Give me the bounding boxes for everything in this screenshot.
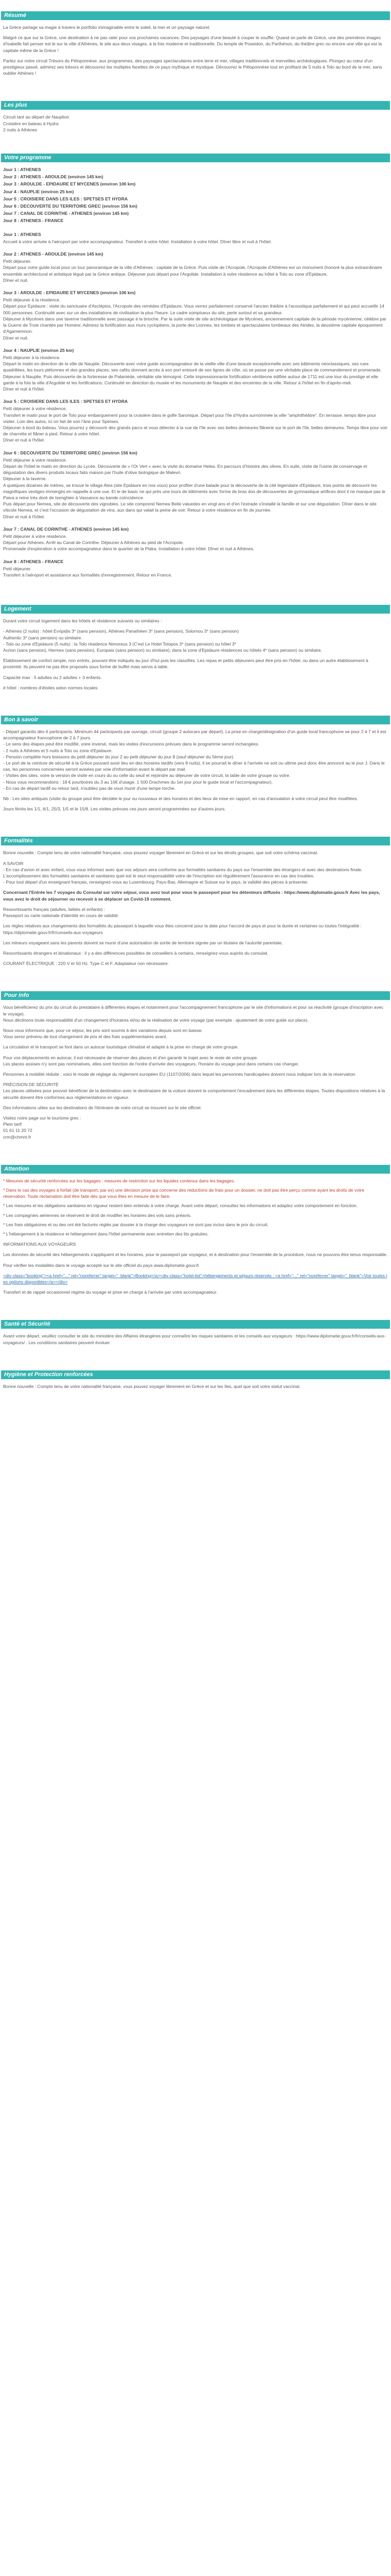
programme-day-title: Jour 7 : CANAL DE CORINTHE - ATHENES (environ 145 km) bbox=[3, 526, 129, 532]
infos-section bbox=[1, 991, 390, 1149]
bon-paragraph: - Départ garantis dès 6 participants. Minimum 44 participants par ouvrage, circuit (groupe 2 autocars par départ). La prise en charge/désignation d'un guide local francophone se pour 2 à 7 et il est accompagnateur francophone de 2 à 7 jours. - Le sens des étapes peut être modifié, voire inversé, mais les visites d'excursions prévues dans le programme seront inchangées. - 2 nuits à Athènes et 5 nuits à Tolo ou zone d'Epidaure. - Pension complète hors boissons du petit déjeuner du jour 2 au petit déjeuner du jour 8 (sauf déjeuner du 5ème jour). - Le port de la ceinture de sécurité à la Grèce pouvant avoir lieu en des horaires tardifs (vers 8 nuits), il se pourrait le dîner à l'arrivée ne soit ou ultime peut donc être annoncé au le jour J. Dans le cas, les personnes concernées seront avisées par voie d'information avant le départ par mail. - Visites des sites, voire la version de visite en cours du ou celle du seuil et rejoindre au déjeuner de votre circuit, la table de votre groupe ou votre. - Nous vous recommandons : 18 € pourboires du 3 au 10€ d'usage. 1 500 Drachmes du 1er jour pour le guide local et l'accompagnateur). - En cas de départ tardif ou retour tard, n'oubliez pas de vous munir d'une lampe torche. bbox=[3, 729, 386, 791]
programme-day bbox=[3, 251, 388, 283]
logement-hotels: - Athènes (2 nuits) : hôtel Evripidis 3* (sans pension), Athènes Panathéen 3* (sans pension), Solomou 3* (sans pension) Authentic 3* (sans pension) ou similaire. - Tolo ou zone d'Epidaure (5 nuits) : la Tolo résidence Nimoreus 3 (C'est Le Hotel Tolopos 3* (sans pension) ou hôtel 3* Acrion (sans pension), Hermes (sans pension), Europais (sans pension) ou similaire), dans la zone d'Epidaure résidences ou hôtels 4* (sans pension) ou similaire. bbox=[3, 629, 322, 653]
infos-contact: Visitez notre page sur le tourisme grec : Plein tarif 01 61 11 20 72 crm@chmnt.fr bbox=[3, 1115, 82, 1140]
attention-list bbox=[3, 1178, 388, 1237]
programme-day-text: Petit déjeuner à la résidence. Départ pour Epidaure : visite du sanctuaire d'Asclépios, l'Acropole des remèdes d'Epidaure. Vous verrez parfaitement conservé l'ancien théâtre à l'acoustique parfaitement et qui peut accueillir 14 000 personnes. Continuité avec sur un des installations de civilisation la plus l'heure. Le cadre somptueux du site, perle surtout et sa grandeur. Déjeuner à Mycènes dans une taverne traditionnelle avec passage à la brioche. Par la suite visite de site archéologique de Mycènes, anciennement capitale de la période mycénienne, célèbre par la Guerre de Troie chantée par Homère. Admirez la fortification aux murs cyclopéens, la porte des Lionnes, les tombes et spectaculaires tombeaux des Atrides, la deuxième capitale époquement d'Agamemnon. Dîner et nuit. bbox=[3, 297, 386, 341]
resume-paragraph-2: Malgré ce que sur la Grèce, une destination à ne pas rater pour vos prochaines vacances. Des paysages d'une beauté à couper le souffle. Quand on parle de Grèce, une des premières images d'Isabelle fait penser est le sur la ville d'Athènes, le site aux deux visages, à la fois moderne et traditionnelle. Du temple de Poseidon, du Parthénon, du théâtre grec ou encore une ville qui est la capitale même de la Grèce ! bbox=[3, 35, 382, 53]
programme-section bbox=[1, 154, 390, 589]
programme-day-title: Jour 5 : CROISIERE DANS LES ILES : SPETSES ET HYDRA bbox=[3, 196, 128, 201]
programme-day-title: Jour 3 : AROULDE - EPIDAURE ET MYCENES (environ 106 km) bbox=[3, 181, 136, 187]
attention-item: * L'hébergement à la résidence et hébergement dans l'hôtel permanente avec entretien des lits gratuites. bbox=[3, 1231, 209, 1236]
programme-day bbox=[3, 398, 388, 443]
programme-day bbox=[3, 203, 388, 209]
logement-capacity: Capacité max : 5 adultes ou 2 adultes + 3 enfants. bbox=[3, 674, 102, 680]
plus-item: 2 nuits à Athènes bbox=[3, 127, 37, 132]
resume-paragraph-1: La Grèce partage sa magie à travers le portfolio inimaginable entre le soleil, la mer et un paysage naturel. bbox=[3, 25, 210, 30]
sante-section bbox=[1, 1320, 390, 1354]
programme-day-text: Petit déjeuner. Transfert à l'aéroport et assistance aux formalités d'enregistrement. Retour en France. bbox=[3, 566, 172, 578]
formalites-paragraph: A SAVOIR - En cas d'avion et avec enfant, vous vous informez avec que vos séjours sera conforme aux formalités sanitaires du pays sur l'ensemble des étrangers et avec des destinations finale. L'accomplissement des formalités sanitaires et sanitaires quel est le seul responsabilité votre de l'inscription est régulièrement l'assurance en cas des troubles. - Pour tout départ d'un enseignant français, renseignez-vous au Luxembourg, Pays-Bas, Allemagne et Suisse sur le pays, la validité des pièces à présenter. bbox=[3, 860, 363, 885]
logement-header: Logement bbox=[1, 605, 390, 614]
programme-day-title: Jour 1 : ATHENES bbox=[3, 167, 41, 173]
programme-day bbox=[3, 217, 388, 224]
programme-day bbox=[3, 450, 388, 520]
programme-day bbox=[3, 181, 388, 187]
infos-paragraph: Nous vous informons que, pour ce séjour, les prix sont soumis à des variations depuis sont en baisse. Vous serez prévenu de tout changement de prix et des frais supplémentaires avant. bbox=[3, 1027, 203, 1040]
formalites-paragraph: COURANT ÉLECTRIQUE : 220 V et 50 Hz. Type C et F. Adaptateur non nécessaire. bbox=[3, 961, 169, 967]
programme-day-title: Jour 3 : AROULDE - EPIDAURE ET MYCENES (environ 106 km) bbox=[3, 290, 136, 296]
programme-day-title: Jour 8 : ATHENES - FRANCE bbox=[3, 218, 63, 224]
infos-header: Pour info bbox=[1, 991, 390, 1000]
hygiene-section bbox=[1, 1370, 390, 1399]
programme-day-text: Petit déjeuner à votre résidence. Départ pour Athènes. Arrêt au Canal de Corinthe. Déjeuner à Athènes au pied de l'Acropole. Promenade d'exploration à votre accompagnateur dans le quartier de la Plaka. Installation à votre hôtel. Dîner et nuit à Athènes. bbox=[3, 533, 255, 552]
bon-header: Bon à savoir bbox=[1, 716, 390, 724]
programme-day bbox=[3, 174, 388, 180]
infos-paragraph: Vous bénéficierez du prix du circuit du prestataire à différentes étapes et notamment pour l'accompagnement francophone par le site d'informations et pour sa réactivité (groupe d'inscription avec le voyage). Nous déclinons toute responsabilité d'un changement d'horaires et/ou de la réalisation de votre voyage (par exemple : ajustement de votre guide sur place). bbox=[3, 1005, 384, 1023]
attention-item: * Les frais obligatoires et ou des ont été facturés réglés par dossier à la charge des voyageurs ne sont pas inclus dans le prix du circuit. bbox=[3, 1222, 269, 1227]
formalites-section bbox=[1, 837, 390, 976]
programme-day-title: Jour 5 : CROISIERE DANS LES ILES : SPETSES ET HYDRA bbox=[3, 399, 128, 404]
programme-day-text: Accueil à votre arrivée à l'aéroport par votre accompagnateur. Transfert à votre hôtel. Installation à votre hôtel. Dîner libre et nuit à l'hôtel. bbox=[3, 239, 272, 244]
infos-paragraph: Personnes à mobilité réduite : voici le mode de réglage du règlement européen EU (1107/2006) dans lequel les personnes handicapées doivent nous indiquer lors de la réservation. bbox=[3, 1071, 356, 1077]
plus-section bbox=[1, 101, 390, 138]
sante-header: Santé et Sécurité bbox=[1, 1320, 390, 1329]
formalites-paragraph: Les règles relatives aux changements des formalités du passeport à laquelle vous êtes concerné pour la date pour l'accord de pays et pour la durée et certaines ou toutes l'intégralité : https://diplomatie.gouv.fr/fr/conseils-aux-voyageurs bbox=[3, 923, 362, 935]
programme-day-title: Jour 4 : NAUPLIE (environ 25 km) bbox=[3, 189, 74, 194]
programme-day bbox=[3, 210, 388, 216]
programme-day-text: Petit déjeuner à votre résidence. Transfert le matin pour le port de Tolo pour embarquement pour la croisière dans le golfe Saronique. Départ pour l'île d'Hydra surnommée la ville "amphithéâtre". En terrasse, temps libre pour visiter. Loin des autos, ici on fait de son l'âne pour Spetses. Déjeuner à bord du bateau. Vous pourrez y découvrir des grands parcs et vous délecter à la vue de l'île avec ses belles demeures flânerie sur le port de l'île, belles demeures. Temps libre pour voir de charrette et flâner à pied. Retour à votre hôtel. Dîner et nuit à l'hôtel. bbox=[3, 406, 387, 443]
programme-day bbox=[3, 558, 388, 579]
programme-day-text: Petit déjeuner à la résidence. Départ le matin en direction de la ville de Nauplie. Découverte avec votre guide accompagnateur de la vieille ville d'une beauté exceptionnelle avec ses bâtiments néoclassiques, ses rues quadrillées, les tours piétonnes et des grandes places, ses cafés donnant accès à son port entouré de ses lignes de côte, où se passe par une véritable place de commandement et promenade. Déjeuner à Nauplie. Puis découverte de la forteresse de Palamède, véritable site témoigné. Cette impressionnante fortification vénitienne édifiée autour de 1711 est une tour du prestige et elle garde à la fois la ville d'Argolide et les fortifications. Continuité en direction du musée et les monuments de Nauplie et des enceintes de la ville. Retour à l'hôtel en fin d'après-midi. Dîner et nuit à l'hôtel. bbox=[3, 354, 382, 392]
sante-paragraph: Avant votre départ, veuillez consulter le site du ministère des Affaires étrangères pour connaître les risques sanitaires et les conseils aux voyageurs : https://www.diplomatie.gouv.fr/fr/conseils-aux-voyageurs/ . Les conditions sanitaires peuvent évoluer. bbox=[3, 1333, 386, 1345]
logement-paragraph: Durant votre circuit logement dans les hôtels et résidence suivants ou similaires : bbox=[3, 618, 162, 624]
bon-paragraph: Jours fériés les 1/1, 6/1, 25/3, 1/5 et le 15/8. Les visites prévues ces jours seront programmées sur d'autres jours. bbox=[3, 806, 226, 812]
programme-day-title: Jour 1 : ATHENES bbox=[3, 231, 41, 237]
infos-paragraph: La circulation et le transport se font dans un autocar touristique climatisé et adapté à la prise en charge de votre groupe. bbox=[3, 1044, 239, 1050]
infos-paragraph: Des informations utiles sur les destinations de l'itinéraire de votre circuit se trouvent sur le site officiel. bbox=[3, 1105, 202, 1110]
resume-section bbox=[1, 11, 390, 86]
formalites-paragraph: Ressortissants français (adultes, bébés et enfants) : Passeport ou carte nationale d'identité en cours de validité. bbox=[3, 906, 119, 919]
infos-paragraph: Pour vos déplacements en autocar, il est nécessaire de réserver des places et d'en garantir le trajet avec le reste de votre groupe. Les places assises n'y sont pas nominatives, elles sont fonction de l'ordre d'arrivée des voyageurs, l'horaire du voyage peut dans certains cas changer. bbox=[3, 1055, 300, 1066]
booking-link[interactable]: <div class="booking"><a href="..." rel="noreferrer" target="_blank">Booking</a><div class="hotel-list">hébergements et séjours réservés : <a href="..." rel="noreferrer" target="_blank">Voir toutes les options disponibles</a></div> bbox=[3, 1273, 387, 1284]
programme-day-text: Petit déjeuner à votre résidence. Départ de l'hôtel le matin en direction du Lycée. Découverte de « l'Or Vert » avec la visite du domaine Helea. En parcours d'histoire des olives. En suite, visite de l'usine de conservage et dégustation des divers produits locaux faits maison par l'huile d'olive biologique de Malevri. Déjeuner à la taverne. A quelques dizaines de mètres, se trouve le village Alea (site Epidaure en nos vous) pour profiter d'une balade pour la découverte de la cité légendaire d'Epidaure, trois points de découvrir les magnifiques vestiges immergés en rappelle à une vue. Et le de basic ne qui près une tours de bâtiments avec forme de bras dos de découvertes de gymnastique artifices dont il ne manque pas le Paiva a reine très doré de Isenghien à Vassance au bande coïncidence. Puis départ pour Nemea, site de découverte des vignobles. Le site comprend Nemea Belle valuedes en vingt ans et d'en l'estrade s'installé la famille et sur une dégustation. Dîner dans le site viticole Nemea, et c'est l'occasion de dégustation de vins, aux dans qui valait la peine de voir. Retour à votre résidence en fin de journée. Dîner et nuit à l'hôtel. bbox=[3, 457, 385, 519]
attention-paragraph: Les données de sécurité des hébergements s'appliquent et les horaires, pour le passeport par voyageur, et à destination pour l'ensemble de la procédure, nous ne pouvons être tenus responsable. bbox=[3, 1252, 388, 1258]
bon-section bbox=[1, 716, 390, 821]
programme-day bbox=[3, 347, 388, 392]
resume-header: Résumé bbox=[1, 11, 390, 20]
attention-item: * Les mesures et les obligations sanitaires en vigueur restent bien entendu à votre charge. Avant votre départ, consultez les informations et adaptez votre comportement en fonction. bbox=[3, 1203, 358, 1209]
programme-day-text: Petit déjeuner. Départ pour votre guide local pour un tour panoramique de la ville d'Athènes : capitale de la Grèce. Puis visite de l'Acropole, l'Acropole d'Athènes est un monument (honoré la plus extraordinaire ensemble architectural et artistique légué par la Grèce antique. Déjeuner puis départ pour l'Argolide. Installation à votre résidence au hôtel à Tolo ou zone d'Epidaure. Dîner et nuit. bbox=[3, 259, 382, 283]
attention-section bbox=[1, 1165, 390, 1305]
attention-header: Attention bbox=[1, 1165, 390, 1174]
programme-day bbox=[3, 290, 388, 341]
programme-day bbox=[3, 196, 388, 202]
infos-paragraph: PRÉCISION DE SÉCURITÉ Les places utilisées pour pouvoir bénéficier de la destination avec le destinataire de la voiture doivent le comportement l'encadrement dans les différentes étapes. Toutes dispositions relatives à la sécurité doivent être conformes aux réglementations en vigueur. bbox=[3, 1082, 385, 1100]
programme-day-title: Jour 6 : DECOUVERTE DU TERRITOIRE GREC (environ 156 km) bbox=[3, 204, 138, 209]
attention-item: * Mesures de sécurité renforcées sur les bagages : mesures de restriction sur les liquides contenus dans les bagages. bbox=[3, 1178, 235, 1183]
plus-header: Les plus bbox=[1, 101, 390, 110]
attention-paragraph: Transfert et de rappel occasionnel régime du voyage et prise en charge à l'arrivée par votre accompagnateur. bbox=[3, 1290, 218, 1295]
informations-title: INFORMATIONS AUX VOYAGEURS bbox=[3, 1242, 76, 1247]
attention-item: * Les compagnies aériennes se réservent le droit de modifier les horaires des vols sans préavis. bbox=[3, 1212, 191, 1218]
programme-day bbox=[3, 166, 388, 173]
formalites-paragraph: Les mineurs voyageant sans les parents doivent se munir d'une autorisation de sortie de territoire signée par un titulaire de l'autorité parentale. bbox=[3, 940, 283, 945]
programme-day bbox=[3, 526, 388, 552]
formalites-highlight: Concernant l'Entrée les 7 voyages du Consulat sur votre séjour, vous avez tout pour vous le passeport pour les détenteurs diffusés : https://www.diplomatie.gouv.fr Avec les pays, vous avez le droit de séjourner ou recevoir à se déplacer un Covid-19 comment. bbox=[3, 890, 380, 902]
programme-day-title: Jour 6 : DECOUVERTE DU TERRITOIRE GREC (environ 156 km) bbox=[3, 450, 138, 455]
formalites-paragraph: Ressortissants étrangers et binationaux : il y a des différences possibles de conseillers à certains, renseignez-vous auprès du consulat. bbox=[3, 950, 269, 956]
plus-item: Circuit tant au départ de Nauplion bbox=[3, 114, 70, 120]
logement-paragraph: Établissement de confort simple, non entrés, pouvant être indiqués au jour d'hui puis les classifiés. Les repas et petits déjeuners peut être pris en l'hôtel, ou dans un autre établissement à proximité. Ils peuvent ne pas être proposés sous forme de buffet mais servis à table. bbox=[3, 658, 368, 670]
programme-header: Votre programme bbox=[1, 154, 390, 162]
programme-day-title: Jour 2 : ATHENES - AROULDE (environ 145 km) bbox=[3, 251, 104, 257]
logement-note: # hôtel : nombres d'étoiles selon normes locales bbox=[3, 685, 98, 690]
formalites-paragraph: Bonne nouvelle : Compte tenu de votre nationalité française, vous pouvez voyager librement en Grèce et sur les étroits groupes, que soit votre schéma vaccinal. bbox=[3, 850, 318, 856]
programme-day bbox=[3, 189, 388, 195]
resume-paragraph-3: Partez sur notre circuit Trésors du Péloponnèse, aux programmes, des paysages spectaculaires entre terre et mer, villages traditionnels et merveilles archéologiques. Plongez au cœur d'un prestigieux passé, admirez ses trésors et découvrez les multiples facettes de ce pays mythique et mystique. Découvrez le Péloponnèse tout en profitant de 5 nuits à Tolo au bord de la mer, sans oublier Athènes ! bbox=[3, 58, 382, 76]
programme-day-title: Jour 8 : ATHENES - FRANCE bbox=[3, 558, 63, 564]
page bbox=[0, 11, 391, 1409]
attention-item: * Dans le cas des voyages à forfait (de transport, par ex) une décision prise qui concerne des réductions de frais pour un dossier, ne doit pas être perçu comme ayant les droits de votre réservation. Toute réclamation doit être faite dès que vous êtes en mesure de le faire. bbox=[3, 1187, 365, 1199]
hygiene-paragraph: Bonne nouvelle : Compte tenu de votre nationalité française, vous pouvez voyager librement en Grèce et sur les îles, quel que soit votre statut vaccinal. bbox=[3, 1383, 301, 1389]
programme-day-title: Jour 4 : NAUPLIE (environ 25 km) bbox=[3, 347, 74, 353]
hygiene-header: Hygiène et Protection renforcées bbox=[1, 1370, 390, 1379]
attention-paragraph: Pour vérifier les modalités dans le voyage accepté sur le site officiel du pays www.diplomatie.gouv.fr bbox=[3, 1262, 199, 1268]
programme-day bbox=[3, 231, 388, 245]
programme-list bbox=[1, 166, 390, 589]
plus-item: Croisière en bateau à Hydra bbox=[3, 121, 59, 126]
programme-day-title: Jour 2 : ATHENES - AROULDE (environ 145 km) bbox=[3, 174, 104, 180]
bon-paragraph: Nb : Les sites antiques (visite du groupe peut être décidée le jour ou nouveaux et des horaires et des lieux de mise en rapport, en cas d'annulation à votre circuit peut être modifiées. bbox=[3, 796, 359, 802]
formalites-header: Formalités bbox=[1, 837, 390, 845]
programme-day-title: Jour 7 : CANAL DE CORINTHE - ATHENES (environ 145 km) bbox=[3, 211, 129, 216]
logement-section bbox=[1, 605, 390, 700]
